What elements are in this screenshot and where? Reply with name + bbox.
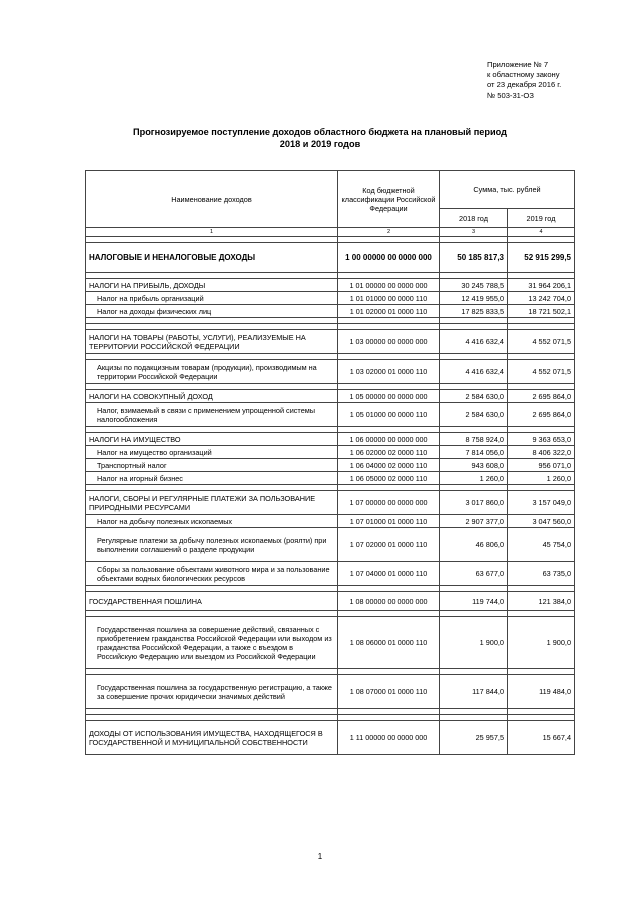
row-value-2019: 3 047 560,0	[508, 515, 575, 528]
table-row	[86, 617, 575, 669]
appendix-line: № 503-31-ОЗ	[487, 90, 534, 100]
row-name: Транспортный налог	[86, 459, 338, 472]
row-value-2018: 943 608,0	[440, 459, 508, 472]
row-value-2018: 17 825 833,5	[440, 305, 508, 318]
header-sum: Сумма, тыс. рублей	[440, 171, 575, 209]
table-row	[86, 243, 575, 273]
row-value-2019: 4 552 071,5	[508, 360, 575, 384]
row-name: Налог на имущество организаций	[86, 446, 338, 459]
appendix-line: к областному закону	[487, 70, 560, 80]
table-row	[86, 403, 575, 427]
row-name: НАЛОГИ НА ПРИБЫЛЬ, ДОХОДЫ	[86, 279, 338, 292]
row-name: Налог на прибыль организаций	[86, 292, 338, 305]
table-row	[86, 446, 575, 459]
row-code: 1 08 07000 01 0000 110	[338, 675, 440, 709]
row-value-2018: 63 677,0	[440, 562, 508, 586]
row-value-2018: 7 814 056,0	[440, 446, 508, 459]
table-row	[86, 562, 575, 586]
row-name: НАЛОГОВЫЕ И НЕНАЛОГОВЫЕ ДОХОДЫ	[86, 243, 338, 273]
table-row	[86, 592, 575, 611]
row-name: Сборы за пользование объектами животного мира и за пользование объектами водных биологических ресурсов	[86, 562, 338, 586]
row-value-2019: 1 900,0	[508, 617, 575, 669]
row-value-2018: 2 584 630,0	[440, 390, 508, 403]
row-value-2018: 1 260,0	[440, 472, 508, 485]
row-value-2019: 4 552 071,5	[508, 330, 575, 354]
row-value-2018: 4 416 632,4	[440, 360, 508, 384]
row-code: 1 01 01000 00 0000 110	[338, 292, 440, 305]
row-value-2019: 45 754,0	[508, 528, 575, 562]
row-name: ГОСУДАРСТВЕННАЯ ПОШЛИНА	[86, 592, 338, 611]
title-line: Прогнозируемое поступление доходов областного бюджета на плановый период	[132, 127, 507, 137]
table-row	[86, 330, 575, 354]
table-row	[86, 459, 575, 472]
column-number: 3	[440, 228, 508, 237]
column-number: 4	[508, 228, 575, 237]
row-value-2018: 12 419 955,0	[440, 292, 508, 305]
row-name: Налог, взимаемый в связи с применением упрощенной системы налогообложения	[86, 403, 338, 427]
row-name: Налог на доходы физических лиц	[86, 305, 338, 318]
table-row	[86, 433, 575, 446]
row-name: ДОХОДЫ ОТ ИСПОЛЬЗОВАНИЯ ИМУЩЕСТВА, НАХОДЯЩЕГОСЯ В ГОСУДАРСТВЕННОЙ И МУНИЦИПАЛЬНОЙ СОБСТВЕННОСТИ	[86, 721, 338, 755]
row-value-2018: 50 185 817,3	[440, 243, 508, 273]
row-value-2019: 119 484,0	[508, 675, 575, 709]
row-name: НАЛОГИ НА СОВОКУПНЫЙ ДОХОД	[86, 390, 338, 403]
row-name: Акцизы по подакцизным товарам (продукции), производимым на территории Российской Федерации	[86, 360, 338, 384]
table-row	[86, 675, 575, 709]
row-value-2018: 4 416 632,4	[440, 330, 508, 354]
row-value-2019: 1 260,0	[508, 472, 575, 485]
header-year-2018: 2018 год	[440, 209, 508, 228]
table-row	[86, 515, 575, 528]
row-value-2018: 3 017 860,0	[440, 491, 508, 515]
row-name: Государственная пошлина за государственную регистрацию, а также за совершение прочих юридически значимых действий	[86, 675, 338, 709]
row-code: 1 03 02000 01 0000 110	[338, 360, 440, 384]
row-value-2019: 18 721 502,1	[508, 305, 575, 318]
row-name: Налог на игорный бизнес	[86, 472, 338, 485]
row-value-2018: 2 584 630,0	[440, 403, 508, 427]
row-name: Регулярные платежи за добычу полезных ископаемых (роялти) при выполнении соглашений о разделе продукции	[86, 528, 338, 562]
column-number: 1	[86, 228, 338, 237]
row-value-2019: 121 384,0	[508, 592, 575, 611]
table-row	[86, 491, 575, 515]
appendix-line: Приложение № 7	[487, 60, 549, 69]
row-code: 1 08 00000 00 0000 000	[338, 592, 440, 611]
title-line: 2018 и 2019 годов	[279, 138, 361, 149]
row-code: 1 07 01000 01 0000 110	[338, 515, 440, 528]
appendix-line: от 23 декабря 2016 г.	[487, 80, 562, 90]
row-value-2019: 9 363 653,0	[508, 433, 575, 446]
table-row	[86, 305, 575, 318]
row-code: 1 01 00000 00 0000 000	[338, 279, 440, 292]
row-code: 1 11 00000 00 0000 000	[338, 721, 440, 755]
row-value-2019: 2 695 864,0	[508, 390, 575, 403]
row-name: Государственная пошлина за совершение действий, связанных с приобретением гражданства Российской Федерации или выходом из гражданства Российской Федерации, а также с въездом в Российскую Федерацию или выездом из Российской Федерации	[86, 617, 338, 669]
row-code: 1 05 01000 00 0000 110	[338, 403, 440, 427]
row-name: НАЛОГИ НА ТОВАРЫ (РАБОТЫ, УСЛУГИ), РЕАЛИЗУЕМЫЕ НА ТЕРРИТОРИИ РОССИЙСКОЙ ФЕДЕРАЦИИ	[86, 330, 338, 354]
row-name: Налог на добычу полезных ископаемых	[86, 515, 338, 528]
header-name: Наименование доходов	[86, 171, 338, 228]
row-value-2019: 956 071,0	[508, 459, 575, 472]
row-code: 1 05 00000 00 0000 000	[338, 390, 440, 403]
row-value-2018: 2 907 377,0	[440, 515, 508, 528]
row-value-2019: 15 667,4	[508, 721, 575, 755]
header-year-2019: 2019 год	[508, 209, 575, 228]
row-value-2019: 8 406 322,0	[508, 446, 575, 459]
table-row	[86, 528, 575, 562]
table-row	[86, 721, 575, 755]
revenue-table	[85, 170, 575, 755]
row-value-2019: 31 964 206,1	[508, 279, 575, 292]
table-row	[86, 472, 575, 485]
appendix-note	[487, 60, 561, 101]
row-name: НАЛОГИ НА ИМУЩЕСТВО	[86, 433, 338, 446]
row-code: 1 01 02000 01 0000 110	[338, 305, 440, 318]
row-code: 1 06 00000 00 0000 000	[338, 433, 440, 446]
row-value-2018: 46 806,0	[440, 528, 508, 562]
row-code: 1 03 00000 00 0000 000	[338, 330, 440, 354]
row-value-2019: 63 735,0	[508, 562, 575, 586]
row-value-2018: 1 900,0	[440, 617, 508, 669]
table-row	[86, 390, 575, 403]
row-value-2019: 3 157 049,0	[508, 491, 575, 515]
row-name: НАЛОГИ, СБОРЫ И РЕГУЛЯРНЫЕ ПЛАТЕЖИ ЗА ПОЛЬЗОВАНИЕ ПРИРОДНЫМИ РЕСУРСАМИ	[86, 491, 338, 515]
row-value-2019: 2 695 864,0	[508, 403, 575, 427]
row-value-2018: 25 957,5	[440, 721, 508, 755]
row-code: 1 00 00000 00 0000 000	[338, 243, 440, 273]
row-code: 1 07 02000 01 0000 110	[338, 528, 440, 562]
row-value-2018: 119 744,0	[440, 592, 508, 611]
row-value-2018: 8 758 924,0	[440, 433, 508, 446]
row-code: 1 06 04000 02 0000 110	[338, 459, 440, 472]
row-value-2018: 30 245 788,5	[440, 279, 508, 292]
column-number: 2	[338, 228, 440, 237]
header-code: Код бюджетной классификации Российской Федерации	[338, 171, 440, 228]
row-code: 1 06 05000 02 0000 110	[338, 472, 440, 485]
row-code: 1 06 02000 02 0000 110	[338, 446, 440, 459]
table-row	[86, 292, 575, 305]
row-code: 1 07 04000 01 0000 110	[338, 562, 440, 586]
page-number: 1	[317, 852, 323, 861]
row-value-2019: 52 915 299,5	[508, 243, 575, 273]
table-row	[86, 360, 575, 384]
table-row	[86, 279, 575, 292]
row-code: 1 07 00000 00 0000 000	[338, 491, 440, 515]
row-value-2018: 117 844,0	[440, 675, 508, 709]
document-title	[60, 127, 580, 150]
row-code: 1 08 06000 01 0000 110	[338, 617, 440, 669]
row-value-2019: 13 242 704,0	[508, 292, 575, 305]
